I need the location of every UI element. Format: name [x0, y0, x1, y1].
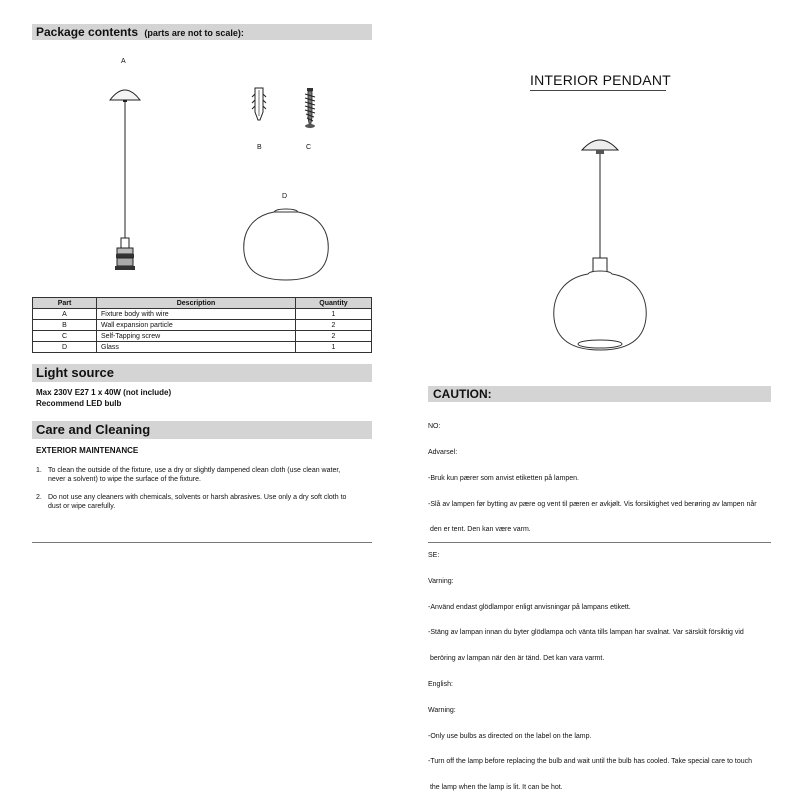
table-cell: A [33, 309, 97, 320]
package-contents-subtitle: (parts are not to scale): [144, 28, 244, 38]
caution-line: -Bruk kun pærer som anvist etiketten på lampen. [428, 474, 579, 482]
table-row [33, 342, 372, 353]
caution-line: -Turn off the lamp before replacing the bulb and wait until the bulb has cooled. Take special care to touch [428, 758, 753, 766]
caution-text [428, 406, 778, 801]
column-header-quantity: Quantity [296, 298, 372, 309]
list-text: To clean the outside of the fixture, use a dry or slightly dampened clean cloth (use clean water, [48, 467, 341, 474]
part-label-d: D [282, 193, 288, 200]
fixture-body-illustration [100, 80, 150, 280]
table-row [33, 309, 372, 320]
table-cell: Fixture body with wire [97, 309, 296, 320]
caution-line: Varning: [428, 577, 454, 585]
care-item-1 [36, 467, 376, 484]
list-number: 1. [36, 467, 42, 474]
light-source-title: Light source [36, 365, 115, 380]
caution-line: beröring av lampan när den är tänd. Det kan vara varmt. [428, 655, 605, 663]
caution-header [428, 386, 771, 402]
part-label-a: A [121, 58, 126, 65]
light-source-recommendation: Recommend LED bulb [36, 399, 122, 408]
table-cell: Wall expansion particle [97, 320, 296, 331]
pendant-lamp-illustration [550, 128, 650, 368]
column-header-description: Description [97, 298, 296, 309]
caution-line: English: [428, 681, 453, 688]
table-cell: 1 [296, 309, 372, 320]
glass-shade-illustration [240, 204, 332, 284]
product-title-underline [530, 90, 666, 91]
caution-line: -Använd endast glödlampor enligt anvisningar på lampans etikett. [428, 603, 631, 611]
left-bottom-rule [32, 542, 372, 543]
caution-line: -Slå av lampen før bytting av pære og vent til pæren er avkjølt. Vis forsiktighet ved berøring av lampen når [428, 500, 757, 508]
parts-table [32, 297, 372, 353]
list-text: never a solvent) to wipe the surface of the fixture. [48, 475, 201, 483]
caution-title: CAUTION: [433, 387, 492, 401]
table-row [33, 320, 372, 331]
table-header-row [33, 298, 372, 309]
package-contents-header [32, 24, 372, 40]
part-label-c: C [306, 144, 312, 151]
caution-line: -Stäng av lampan innan du byter glödlampa och vänta tills lampan har svalnat. Var särskilt försiktig vid [428, 629, 744, 637]
screw-illustration [300, 86, 320, 130]
table-row [33, 331, 372, 342]
table-cell: C [33, 331, 97, 342]
list-number: 2. [36, 494, 42, 501]
right-bottom-rule [428, 542, 771, 543]
table-cell: D [33, 342, 97, 353]
product-title: INTERIOR PENDANT [530, 72, 671, 88]
table-cell: 2 [296, 331, 372, 342]
care-item-2 [36, 494, 376, 511]
light-source-spec: Max 230V E27 1 x 40W (not include) [36, 388, 172, 397]
light-source-header [32, 364, 372, 382]
care-cleaning-title: Care and Cleaning [36, 422, 151, 437]
care-cleaning-header [32, 421, 372, 439]
table-cell: B [33, 320, 97, 331]
package-contents-title: Package contents [36, 25, 139, 39]
table-cell: Glass [97, 342, 296, 353]
caution-line: NO: [428, 423, 441, 431]
caution-line: Advarsel: [428, 448, 458, 456]
list-text: dust or wipe carefully. [48, 502, 116, 510]
caution-line: den er tent. Den kan være varm. [428, 526, 531, 534]
caution-line: SE: [428, 552, 440, 560]
table-cell: Self-Tapping screw [97, 331, 296, 342]
column-header-part: Part [33, 298, 97, 309]
caution-line: the lamp when the lamp is lit. It can be hot. [428, 784, 563, 792]
list-text: Do not use any cleaners with chemicals, solvents or harsh abrasives. Use only a dry soft cloth to [48, 494, 347, 501]
caution-line: Warning: [428, 706, 456, 714]
exterior-maintenance-heading: EXTERIOR MAINTENANCE [36, 446, 139, 455]
caution-line: -Only use bulbs as directed on the label on the lamp. [428, 732, 592, 740]
wall-anchor-illustration [249, 86, 269, 126]
table-cell: 1 [296, 342, 372, 353]
table-cell: 2 [296, 320, 372, 331]
part-label-b: B [257, 144, 262, 151]
